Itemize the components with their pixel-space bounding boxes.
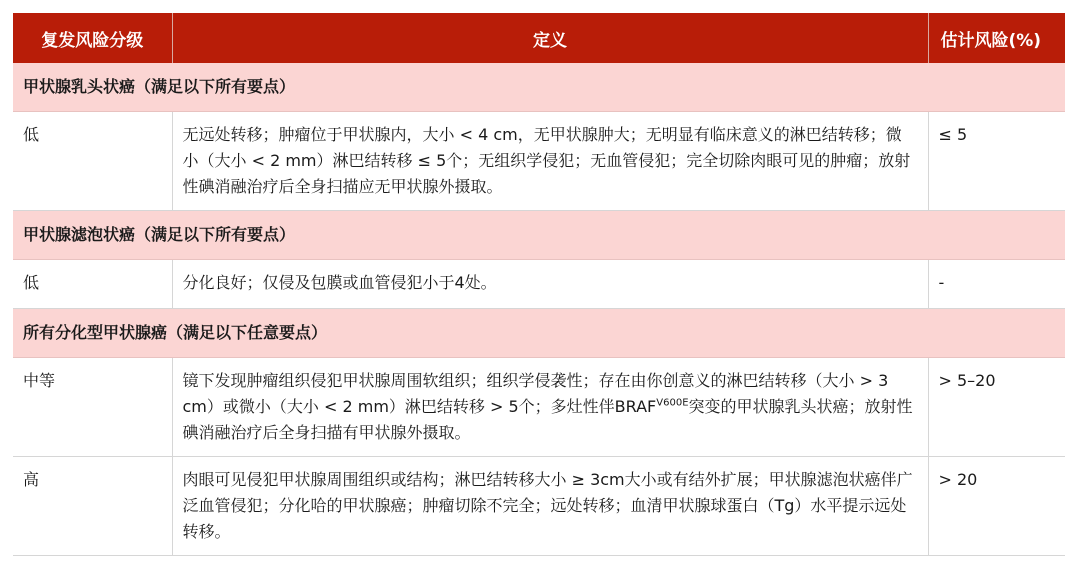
section-title: 所有分化型甲状腺癌（满足以下任意要点） bbox=[13, 309, 1065, 358]
risk-level-cell: 低 bbox=[13, 260, 172, 309]
section-row-papillary bbox=[13, 63, 1065, 112]
table-row bbox=[13, 457, 1065, 556]
table-row bbox=[13, 112, 1065, 211]
table-row bbox=[13, 260, 1065, 309]
table-body bbox=[13, 63, 1065, 556]
mutation-superscript: V600E bbox=[656, 397, 689, 409]
header-risk-level: 复发风险分级 bbox=[13, 13, 172, 63]
table-row bbox=[13, 358, 1065, 457]
definition-text-post: 突变的甲状腺乳头状癌；放射性碘消融治疗后全身扫描有甲状腺外摄取。 bbox=[182, 397, 913, 442]
risk-level-cell: 中等 bbox=[13, 358, 172, 457]
risk-percent-cell: > 5–20 bbox=[928, 358, 1065, 457]
section-title: 甲状腺滤泡状癌（满足以下所有要点） bbox=[13, 211, 1065, 260]
section-title: 甲状腺乳头状癌（满足以下所有要点） bbox=[13, 63, 1065, 112]
risk-percent-cell: > 20 bbox=[928, 457, 1065, 556]
section-row-follicular bbox=[13, 211, 1065, 260]
header-estimated-risk: 估计风险(%) bbox=[928, 13, 1065, 63]
risk-level-cell: 高 bbox=[13, 457, 172, 556]
section-row-differentiated bbox=[13, 309, 1065, 358]
recurrence-risk-table bbox=[13, 13, 1065, 556]
table-header bbox=[13, 13, 1065, 63]
risk-table-container bbox=[13, 13, 1065, 556]
definition-cell bbox=[172, 358, 928, 457]
risk-percent-cell: - bbox=[928, 260, 1065, 309]
definition-cell: 肉眼可见侵犯甲状腺周围组织或结构；淋巴结转移大小 ≥ 3cm大小或有结外扩展；甲状腺滤泡状癌伴广泛血管侵犯；分化哈的甲状腺癌；肿瘤切除不完全；远处转移；血清甲状腺球蛋白（Tg）水平提示远处转移。 bbox=[172, 457, 928, 556]
risk-level-cell: 低 bbox=[13, 112, 172, 211]
risk-percent-cell: ≤ 5 bbox=[928, 112, 1065, 211]
definition-text-pre: 镜下发现肿瘤组织侵犯甲状腺周围软组织；组织学侵袭性；存在由你创意义的淋巴结转移（大小 > 3 cm）或微小（大小 < 2 mm）淋巴结转移 > 5个；多灶性伴BRAF bbox=[182, 371, 889, 416]
header-row bbox=[13, 13, 1065, 63]
definition-cell: 无远处转移；肿瘤位于甲状腺内，大小 < 4 cm，无甲状腺肿大；无明显有临床意义的淋巴结转移；微小（大小 < 2 mm）淋巴结转移 ≤ 5个；无组织学侵犯；无血管侵犯；完全切除肉眼可见的肿瘤；放射性碘消融治疗后全身扫描应无甲状腺外摄取。 bbox=[172, 112, 928, 211]
definition-cell: 分化良好；仅侵及包膜或血管侵犯小于4处。 bbox=[172, 260, 928, 309]
header-definition: 定义 bbox=[172, 13, 928, 63]
